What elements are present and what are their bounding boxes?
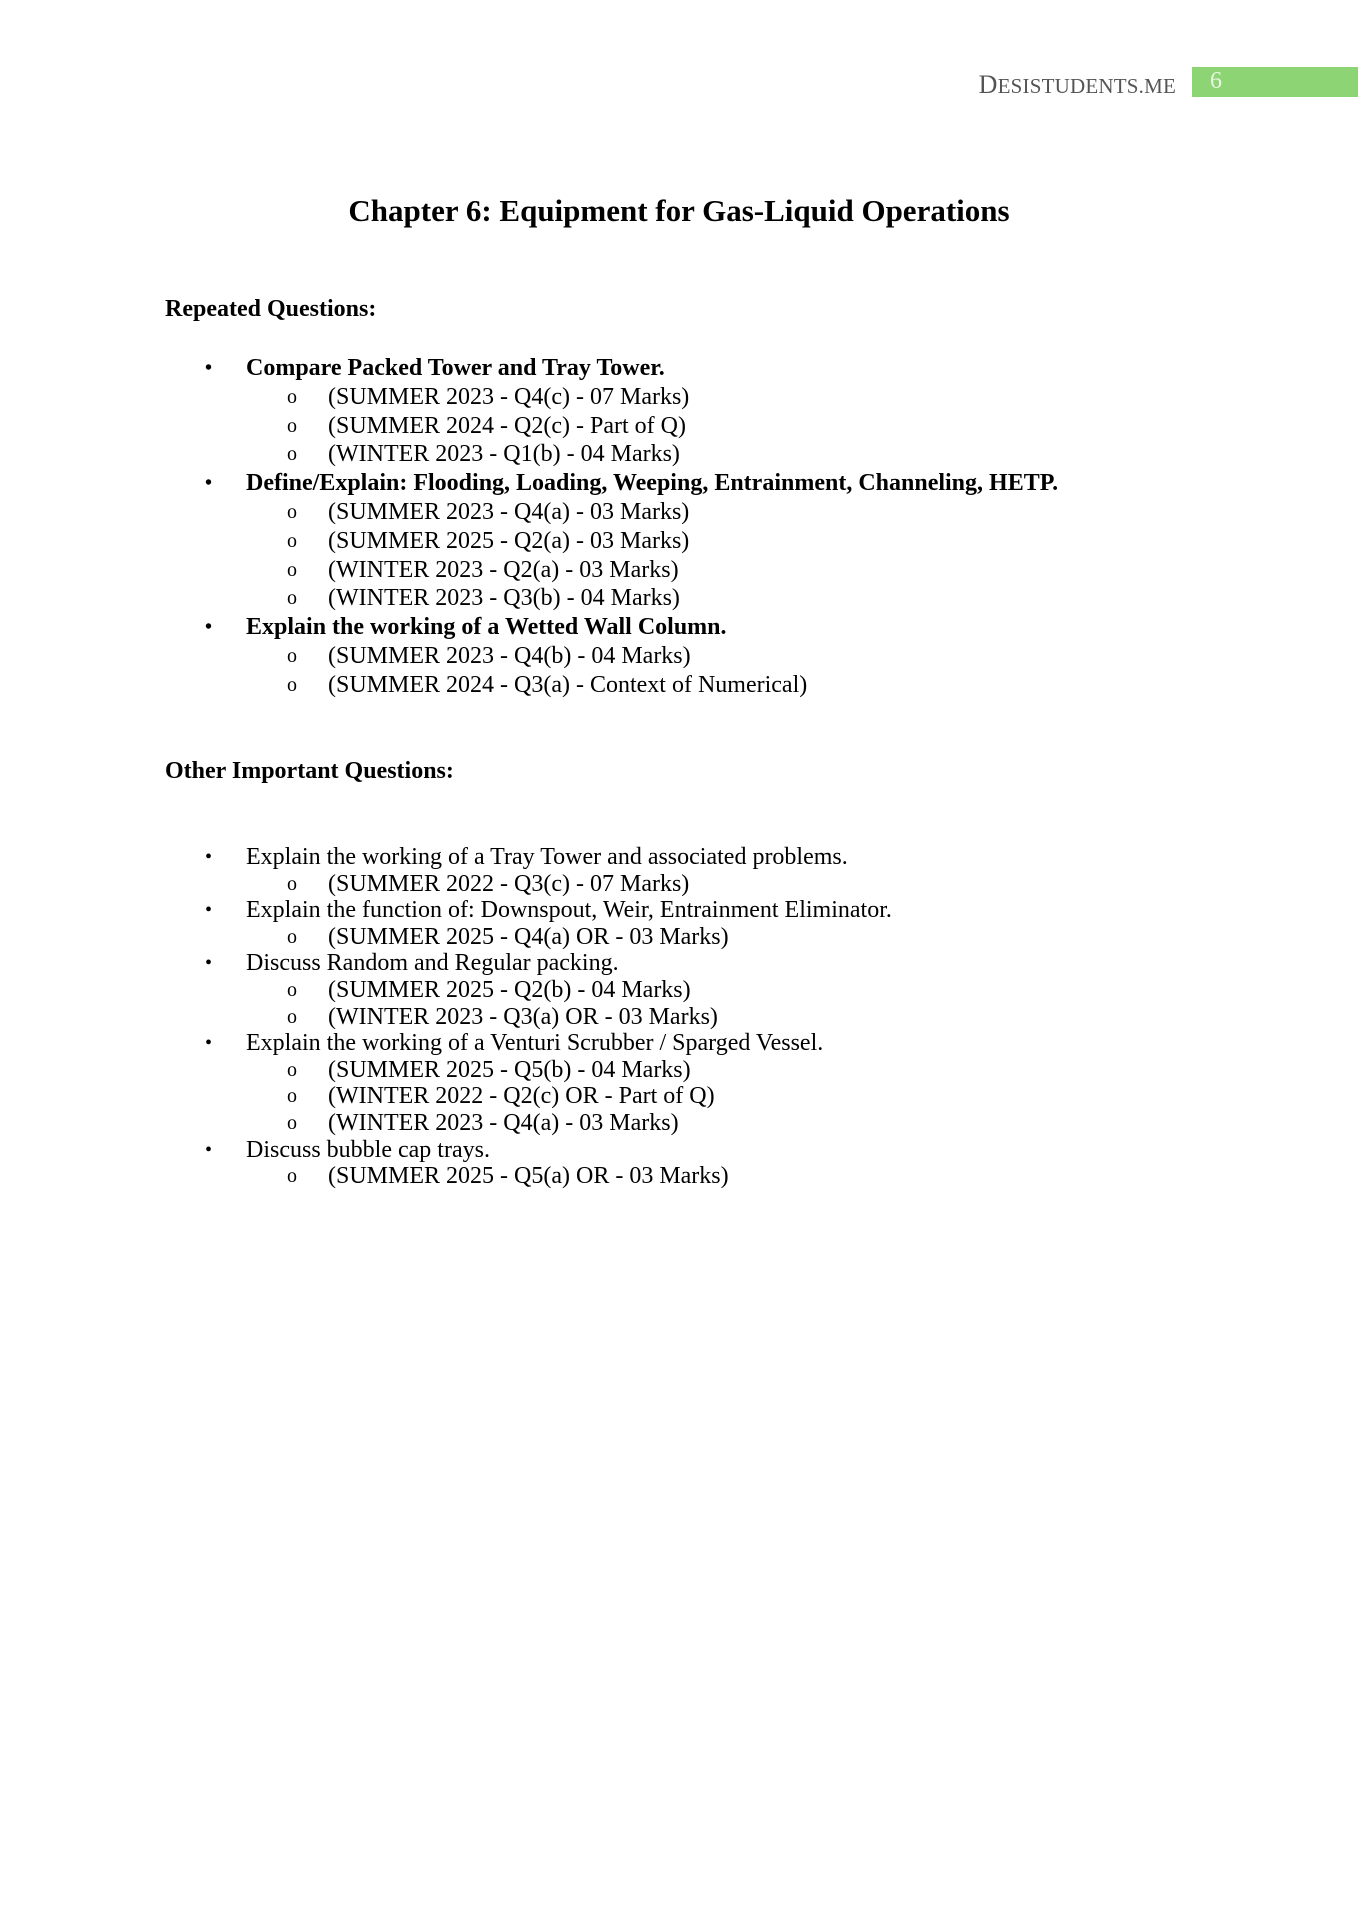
question-item (0, 613, 1300, 642)
exam-reference-text: (SUMMER 2023 - Q4(c) - 07 Marks) (328, 383, 690, 410)
exam-reference (0, 556, 1300, 585)
exam-reference (0, 1163, 1300, 1190)
exam-reference (0, 977, 1300, 1004)
sub-bullet-icon: o (287, 414, 297, 437)
question-text: Discuss Random and Regular packing. (246, 950, 619, 977)
exam-reference-text: (WINTER 2023 - Q2(a) - 03 Marks) (328, 556, 679, 583)
site-name-initial: D (978, 70, 998, 99)
sub-bullet-icon: o (287, 1005, 297, 1028)
question-text: Explain the function of: Downspout, Weir, Entrainment Eliminator. (246, 897, 892, 924)
exam-reference (0, 584, 1300, 613)
exam-reference-text: (SUMMER 2022 - Q3(c) - 07 Marks) (328, 870, 690, 897)
exam-reference (0, 642, 1300, 671)
question-item (0, 469, 1300, 498)
exam-reference-text: (WINTER 2023 - Q3(b) - 04 Marks) (328, 585, 680, 612)
sub-bullet-icon: o (287, 644, 297, 667)
site-name (979, 70, 1176, 100)
question-item (0, 1137, 1300, 1164)
sub-bullet-icon: o (287, 925, 297, 948)
other-questions-list (0, 844, 1300, 1190)
question-item (0, 950, 1300, 977)
sub-bullet-icon: o (287, 529, 297, 552)
exam-reference-text: (SUMMER 2025 - Q2(a) - 03 Marks) (328, 527, 690, 554)
exam-reference-text: (SUMMER 2025 - Q5(a) OR - 03 Marks) (328, 1163, 729, 1190)
question-item (0, 897, 1300, 924)
sub-bullet-icon: o (287, 673, 297, 696)
exam-reference (0, 671, 1300, 700)
exam-reference (0, 498, 1300, 527)
exam-reference-text: (SUMMER 2023 - Q4(a) - 03 Marks) (328, 498, 690, 525)
exam-reference-text: (WINTER 2023 - Q1(b) - 04 Marks) (328, 441, 680, 468)
question-item (0, 844, 1300, 871)
sub-bullet-icon: o (287, 1058, 297, 1081)
question-text: Discuss bubble cap trays. (246, 1136, 490, 1163)
exam-reference-text: (WINTER 2023 - Q4(a) - 03 Marks) (328, 1109, 679, 1136)
sub-bullet-icon: o (287, 872, 297, 895)
sub-bullet-icon: o (287, 558, 297, 581)
sub-bullet-icon: o (287, 385, 297, 408)
exam-reference-text: (WINTER 2023 - Q3(a) OR - 03 Marks) (328, 1003, 718, 1030)
bullet-icon: • (205, 472, 213, 495)
bullet-icon: • (205, 357, 213, 379)
exam-reference (0, 1057, 1300, 1084)
repeated-questions-list (0, 354, 1300, 700)
question-text: Compare Packed Tower and Tray Tower. (246, 355, 665, 381)
exam-reference (0, 527, 1300, 556)
exam-reference-text: (SUMMER 2024 - Q3(a) - Context of Numerical) (328, 671, 808, 698)
exam-reference-text: (SUMMER 2025 - Q2(b) - 04 Marks) (328, 976, 691, 1003)
sub-bullet-icon: o (287, 1085, 297, 1108)
bullet-icon: • (205, 899, 213, 922)
exam-reference-text: (SUMMER 2024 - Q2(c) - Part of Q) (328, 412, 686, 439)
exam-reference (0, 1110, 1300, 1137)
bullet-icon: • (205, 846, 213, 868)
question-text: Define/Explain: Flooding, Loading, Weeping, Entrainment, Channeling, HETP. (246, 470, 1059, 497)
exam-reference (0, 924, 1300, 951)
sub-bullet-icon: o (287, 978, 297, 1001)
bullet-icon: • (205, 1032, 213, 1055)
sub-bullet-icon: o (287, 587, 297, 610)
page-number: 6 (1210, 68, 1222, 94)
sub-bullet-icon: o (287, 500, 297, 523)
question-text: Explain the working of a Wetted Wall Column. (246, 614, 727, 641)
chapter-title: Chapter 6: Equipment for Gas-Liquid Operations (348, 193, 1010, 228)
question-item (0, 354, 1300, 383)
site-name-rest: ESISTUDENTS.ME (997, 74, 1176, 98)
exam-reference-text: (SUMMER 2025 - Q5(b) - 04 Marks) (328, 1056, 691, 1083)
exam-reference (0, 383, 1300, 412)
exam-reference (0, 1004, 1300, 1031)
sub-bullet-icon: o (287, 443, 297, 466)
bullet-icon: • (205, 616, 213, 639)
question-item (0, 1030, 1300, 1057)
sub-bullet-icon: o (287, 1111, 297, 1134)
repeated-questions-heading: Repeated Questions: (165, 296, 377, 322)
exam-reference-text: (SUMMER 2025 - Q4(a) OR - 03 Marks) (328, 923, 729, 950)
exam-reference (0, 871, 1300, 898)
bullet-icon: • (205, 952, 213, 975)
exam-reference-text: (WINTER 2022 - Q2(c) OR - Part of Q) (328, 1083, 715, 1110)
exam-reference (0, 440, 1300, 469)
question-text: Explain the working of a Venturi Scrubber / Sparged Vessel. (246, 1030, 824, 1057)
exam-reference (0, 412, 1300, 441)
exam-reference-text: (SUMMER 2023 - Q4(b) - 04 Marks) (328, 642, 691, 669)
sub-bullet-icon: o (287, 1165, 297, 1188)
question-text: Explain the working of a Tray Tower and associated problems. (246, 844, 848, 870)
other-questions-heading: Other Important Questions: (165, 758, 454, 784)
exam-reference (0, 1083, 1300, 1110)
page-number-box (1192, 67, 1358, 97)
bullet-icon: • (205, 1138, 213, 1161)
